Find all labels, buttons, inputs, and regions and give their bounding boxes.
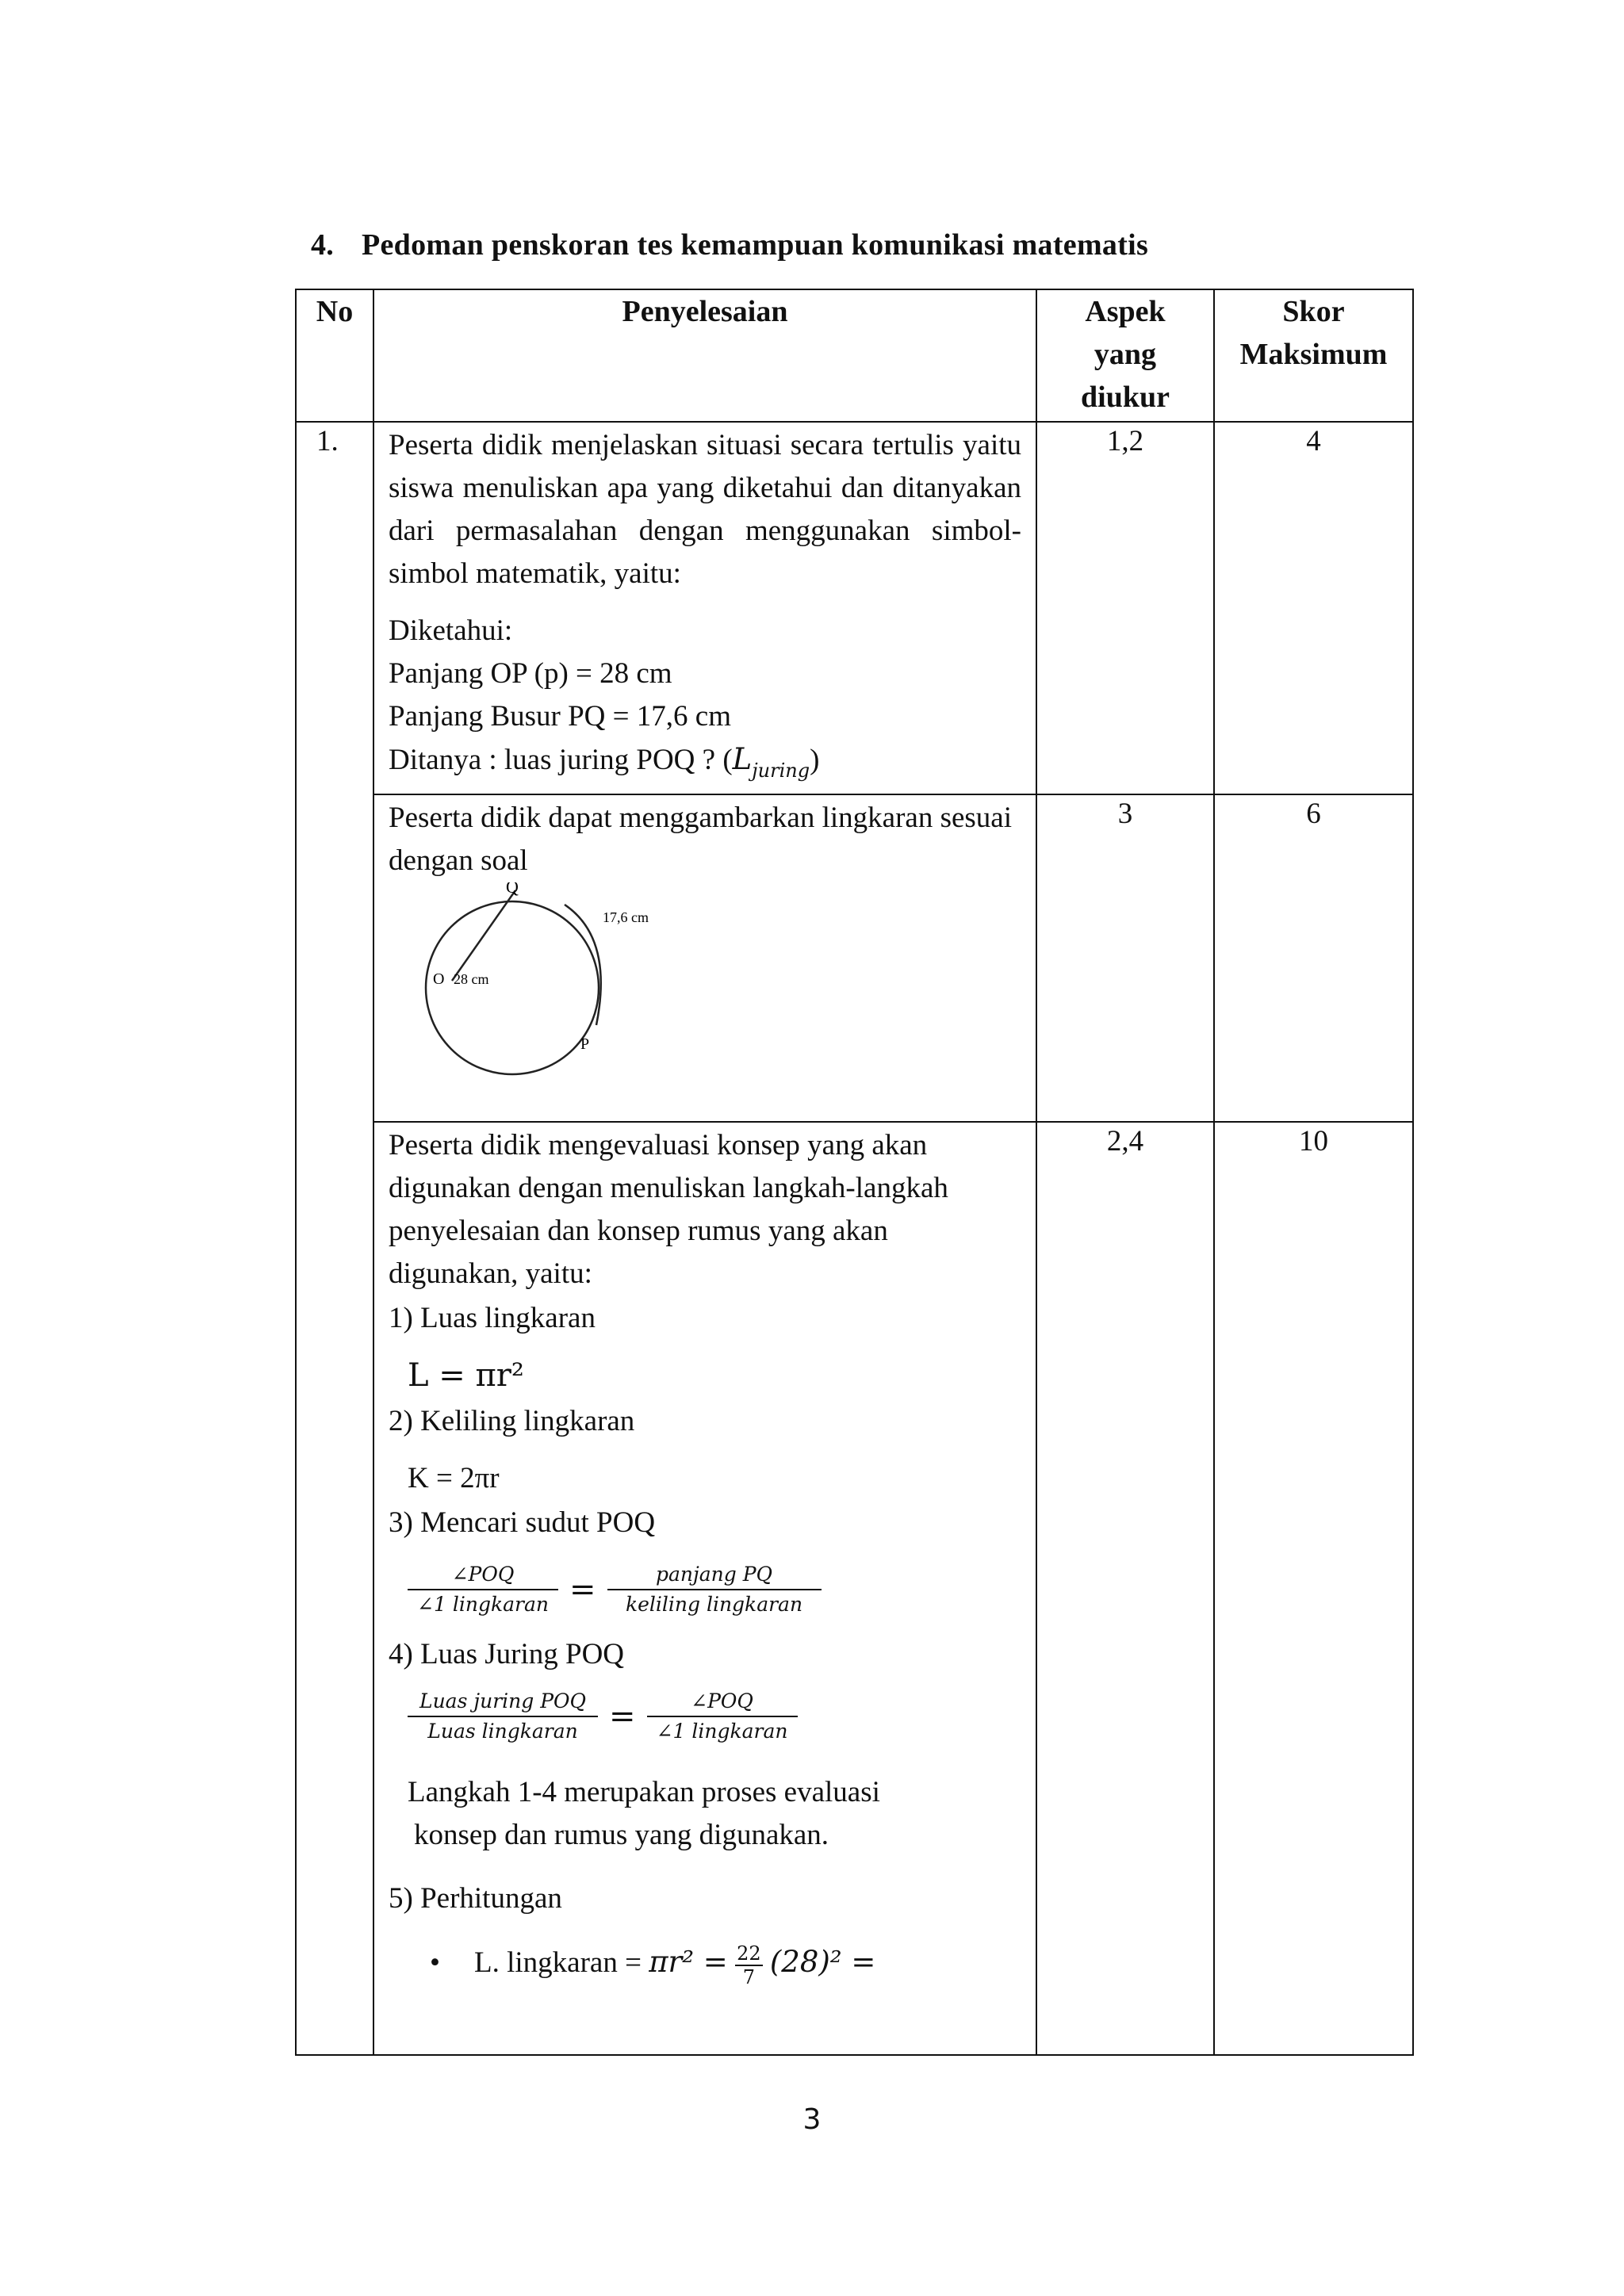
label-p: P bbox=[580, 1035, 590, 1053]
page-number: 3 bbox=[802, 2103, 822, 2136]
asked-line: Ditanya : luas juring POQ ? $(L_{juring})$ bbox=[389, 742, 820, 782]
circle-outline bbox=[426, 901, 599, 1074]
step-4: 4) Luas Juring POQ bbox=[389, 1638, 625, 1670]
label-o: O bbox=[433, 970, 445, 988]
step-1: 1) Luas lingkaran bbox=[389, 1302, 596, 1334]
header-penyelesaian: Penyelesaian bbox=[373, 289, 1036, 422]
score-cell: 4 bbox=[1214, 422, 1413, 794]
row-description: Peserta didik dapat menggambarkan lingkaran sesuai dengan soal bbox=[389, 802, 1012, 877]
formula-3: $\frac{\text{∠POQ}}{\text{∠1 lingkaran}}$ = $\frac{\text{panjang PQ}}{\text{keliling lingkaran}}$ bbox=[374, 1560, 1036, 1619]
table-row bbox=[296, 422, 1413, 794]
formula-1: L = πr² bbox=[408, 1357, 524, 1394]
solution-cell bbox=[373, 422, 1036, 794]
circle-figure bbox=[384, 882, 669, 1081]
label-radius: 28 cm bbox=[454, 971, 489, 987]
radius-line bbox=[452, 890, 515, 981]
solution-cell bbox=[373, 794, 1036, 1122]
row-description: Peserta didik menjelaskan situasi secara tertulis yaitu siswa menuliskan apa yang diketahui dan ditanyakan dari permasalahan dengan menggunakan simbol-simbol matematik, yaitu: bbox=[389, 429, 1021, 590]
aspect-cell: 3 bbox=[1036, 794, 1214, 1122]
header-aspek: Aspek yang diukur bbox=[1036, 289, 1214, 422]
table-row bbox=[296, 794, 1413, 1122]
calculation-bullet: • L. lingkaran = πr² = $\frac{22}{7}$ (28)² = bbox=[430, 1942, 876, 1988]
section-heading bbox=[311, 228, 1148, 262]
scoring-table bbox=[295, 289, 1414, 2056]
solution-cell bbox=[373, 1122, 1036, 2055]
section-title: Pedoman penskoran tes kemampuan komunikasi matematis bbox=[362, 228, 1149, 262]
formula-2: K = 2πr bbox=[408, 1462, 500, 1494]
step-5: 5) Perhitungan bbox=[389, 1882, 562, 1915]
section-number: 4. bbox=[311, 228, 335, 262]
step-2: 2) Keliling lingkaran bbox=[389, 1405, 635, 1437]
row-description: Peserta didik mengevaluasi konsep yang akan digunakan dengan menuliskan langkah-langkah penyelesaian dan konsep rumus yang akan digunakan, yaitu: bbox=[389, 1129, 948, 1290]
label-arc: 17,6 cm bbox=[603, 909, 649, 925]
evaluation-note: Langkah 1-4 merupakan proses evaluasi konsep dan rumus yang digunakan. bbox=[408, 1776, 880, 1851]
score-cell: 6 bbox=[1214, 794, 1413, 1122]
aspect-cell: 1,2 bbox=[1036, 422, 1214, 794]
aspect-cell: 2,4 bbox=[1036, 1122, 1214, 2055]
step-3: 3) Mencari sudut POQ bbox=[389, 1506, 656, 1539]
header-skor: Skor Maksimum bbox=[1214, 289, 1413, 422]
table-header-row bbox=[296, 289, 1413, 422]
header-no: No bbox=[296, 289, 373, 422]
label-q: Q bbox=[506, 882, 519, 897]
table-row bbox=[296, 1122, 1413, 2055]
score-cell: 10 bbox=[1214, 1122, 1413, 2055]
row-number-cell: 1. bbox=[296, 422, 373, 2055]
known-block: Diketahui: Panjang OP (p) = 28 cm Panjang Busur PQ = 17,6 cm Ditanya : luas juring POQ ? $(L_{juring})$ bbox=[374, 608, 1036, 792]
formula-4: $\frac{\text{Luas juring POQ}}{\text{Luas lingkaran}}$ = $\frac{\text{∠POQ}}{\text{∠1 lingkaran}}$ bbox=[374, 1687, 1036, 1746]
